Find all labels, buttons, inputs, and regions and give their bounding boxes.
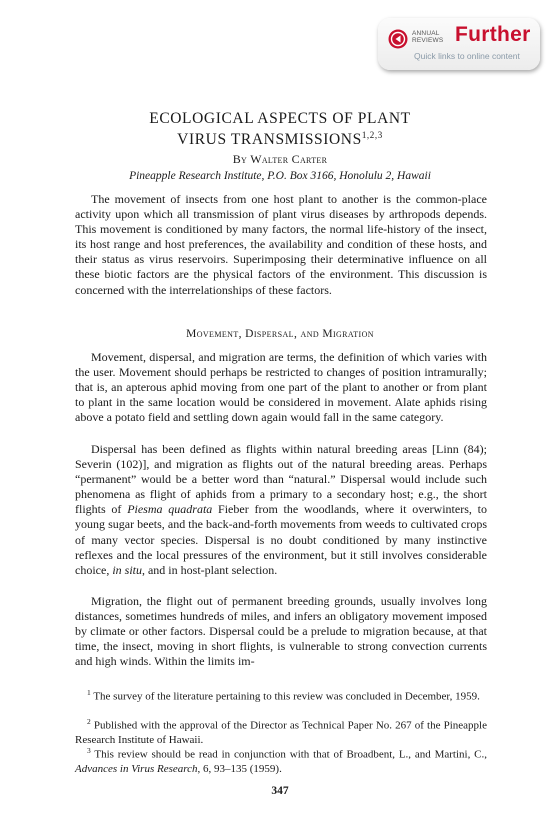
footnote-1: $^1$ The survey of the literature pertaining to this review was concluded in December, 1959.: [87, 688, 480, 703]
paragraph-migration: Migration, the flight out of permanent breeding grounds, usually involves long distances, sometimes hundreds of miles, and infers an obligatory movement imposed by climate or other factors. Dispersal could be a prelude to migration because, at that time, the insect, moving in short flights, is vulnerable to strong convection currents and high winds. Within the limits im-: [75, 594, 487, 669]
annual-reviews-logo-icon: [388, 29, 408, 49]
section-heading: Movement, Dispersal, and Migration: [186, 328, 374, 340]
further-subtitle: Quick links to online content: [414, 51, 520, 61]
annual-reviews-further-badge[interactable]: [378, 18, 540, 70]
footnote-2: $^2$ Published with the approval of the Director as Technical Paper No. 267 of the Pineapple Research Institute of Hawaii.: [75, 717, 487, 747]
paragraph-movement: Movement, dispersal, and migration are terms, the definition of which varies with the user. Movement should perhaps be restricted to changes of position intramurally; that is, an apterous aphid moving from one part of the plant to another or from plant to plant in the same location would be considered in movement. Alate aphids rising above a potato field and settling down again would fall in the same category.: [75, 350, 487, 425]
publisher-wordmark: ANNUAL REVIEWS: [412, 30, 444, 44]
article-title-text: VIRUS TRANSMISSIONS: [177, 131, 362, 149]
footnote-3: $^3$ This review should be read in conjunction with that of Broadbent, L., and Martini, C., Advances in Virus Research, 6, 93–135 (1959).: [75, 746, 487, 776]
in-situ-term: in situ: [112, 562, 142, 577]
author-byline: By Walter Carter: [232, 152, 328, 166]
article-title-line-2: [0, 127, 560, 148]
page-number: 347: [271, 785, 289, 797]
further-wordmark: Further: [455, 23, 531, 46]
title-footnote-marks: 1,2,3: [361, 130, 383, 140]
author-affiliation: Pineapple Research Institute, P.O. Box 3166, Honolulu 2, Hawaii: [129, 170, 431, 182]
paragraph-dispersal: Dispersal has been defined as flights within natural breeding areas [Linn (84); Severin (102)], and migration as flights out of the natural breeding areas. Perhaps “permanent” would be a better word than “natural.” Dispersal would include such phenomena as flight of aphids from a primary to a secondary host; e.g., the short flights of Piesma quadrata Fieber from the woodlands, where it overwinters, to young sugar beets, and the back-and-forth movements from weeds to cultivated crops of many vector species. Dispersal is no doubt conditioned by many instinctive reflexes and the local pressures of the environment, but it still involves considerable choice, in situ, and in host-plant selection.: [75, 442, 487, 577]
intro-paragraph: The movement of insects from one host plant to another is the common-place activity upon which all transmission of plant virus diseases by arthropods depends. This movement is conditioned by many factors, the normal life-history of the insect, its host range and host preferences, the availability and condition of these hosts, and their status as virus reservoirs. Superimposing their determinative influence on all these biotic factors are the physical factors of the environment. This discussion is concerned with the interrelationships of these factors.: [75, 192, 487, 297]
article-title-line-1: ECOLOGICAL ASPECTS OF PLANT: [149, 110, 411, 127]
journal-title: Advances in Virus Research: [75, 763, 198, 776]
species-name: Piesma quadrata: [127, 502, 213, 517]
